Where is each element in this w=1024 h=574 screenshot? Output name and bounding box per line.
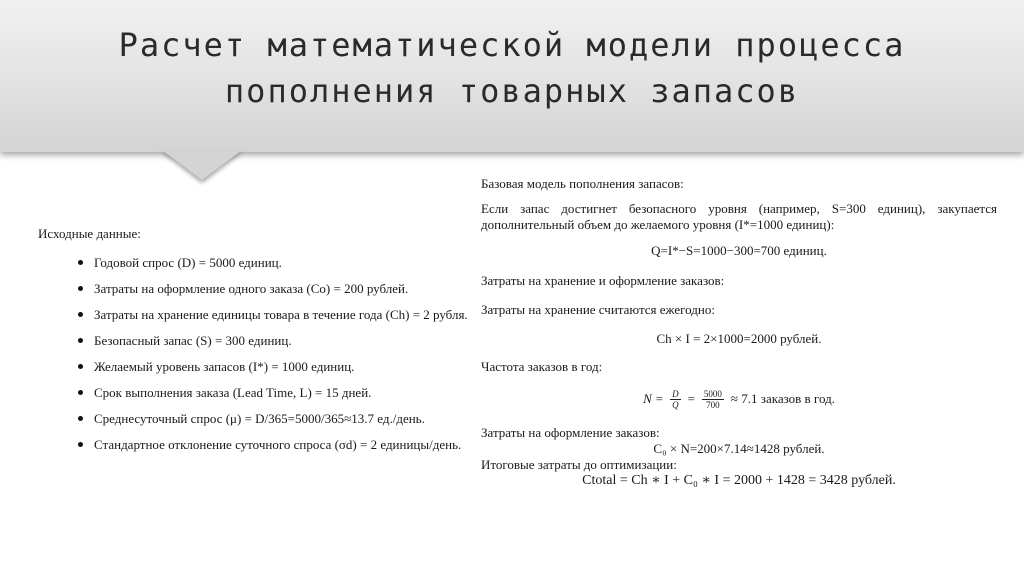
model-paragraph-line-2: дополнительный объем до желаемого уровня (I*=1000 единиц): bbox=[481, 217, 835, 232]
model-heading: Базовая модель пополнения запасов: bbox=[481, 176, 684, 191]
slide-title bbox=[0, 22, 1024, 114]
ordering-cost-heading: Затраты на оформление заказов: bbox=[481, 425, 660, 440]
order-quantity-formula: Q=I*−S=1000−300=700 единиц. bbox=[651, 243, 827, 258]
holding-note: Затраты на хранение считаются ежегодно: bbox=[481, 302, 715, 317]
list-item: Желаемый уровень запасов (I*) = 1000 единиц. bbox=[38, 359, 478, 385]
frequency-equals-1: = bbox=[655, 391, 664, 406]
fraction-numerator: D bbox=[672, 388, 679, 399]
frequency-n: N bbox=[643, 391, 652, 406]
list-item: Стандартное отклонение суточного спроса (σd) = 2 единицы/день. bbox=[38, 437, 478, 463]
slide-title-line-2: пополнения товарных запасов bbox=[224, 72, 800, 110]
header-notch bbox=[162, 150, 242, 180]
model-paragraph-line-1: Если запас достигнет безопасного уровня (например, S=300 единиц), закупается bbox=[481, 201, 997, 216]
model-calculation-block bbox=[481, 176, 997, 489]
slide-title-line-1: Расчет математической модели процесса bbox=[118, 26, 906, 64]
source-data-block bbox=[38, 226, 478, 463]
frequency-result: ≈ 7.1 заказов в год. bbox=[730, 391, 835, 406]
fraction-denominator: Q bbox=[672, 399, 679, 410]
fraction-5000-over-700 bbox=[702, 389, 724, 410]
list-item: Среднесуточный спрос (μ) = D/365=5000/365≈13.7 ед./день. bbox=[38, 411, 478, 437]
list-item: Безопасный запас (S) = 300 единиц. bbox=[38, 333, 478, 359]
frequency-equals-2: = bbox=[687, 391, 695, 406]
order-frequency-formula bbox=[481, 379, 997, 419]
list-item: Годовой спрос (D) = 5000 единиц. bbox=[38, 255, 478, 281]
total-cost-heading: Итоговые затраты до оптимизации: bbox=[481, 457, 677, 472]
fraction-d-over-q bbox=[670, 389, 681, 410]
list-item: Срок выполнения заказа (Lead Time, L) = 15 дней. bbox=[38, 385, 478, 411]
total-cost-formula: Ctotal = Ch ∗ I + C₀ ∗ I = 2000 + 1428 = 3428 рублей. bbox=[582, 473, 896, 488]
fraction-numerator: 5000 bbox=[703, 388, 722, 399]
holding-cost-formula: Ch × I = 2×1000=2000 рублей. bbox=[656, 331, 822, 346]
ordering-cost-formula: C₀ × N=200×7.14≈1428 рублей. bbox=[653, 441, 825, 456]
costs-heading: Затраты на хранение и оформление заказов: bbox=[481, 273, 725, 288]
source-data-heading: Исходные данные: bbox=[38, 226, 141, 241]
fraction-denominator: 700 bbox=[706, 399, 720, 410]
list-item: Затраты на хранение единицы товара в течение года (Ch) = 2 рубля. bbox=[38, 307, 478, 333]
order-frequency-heading: Частота заказов в год: bbox=[481, 359, 603, 374]
source-data-list bbox=[38, 255, 478, 463]
list-item: Затраты на оформление одного заказа (Co) = 200 рублей. bbox=[38, 281, 478, 307]
